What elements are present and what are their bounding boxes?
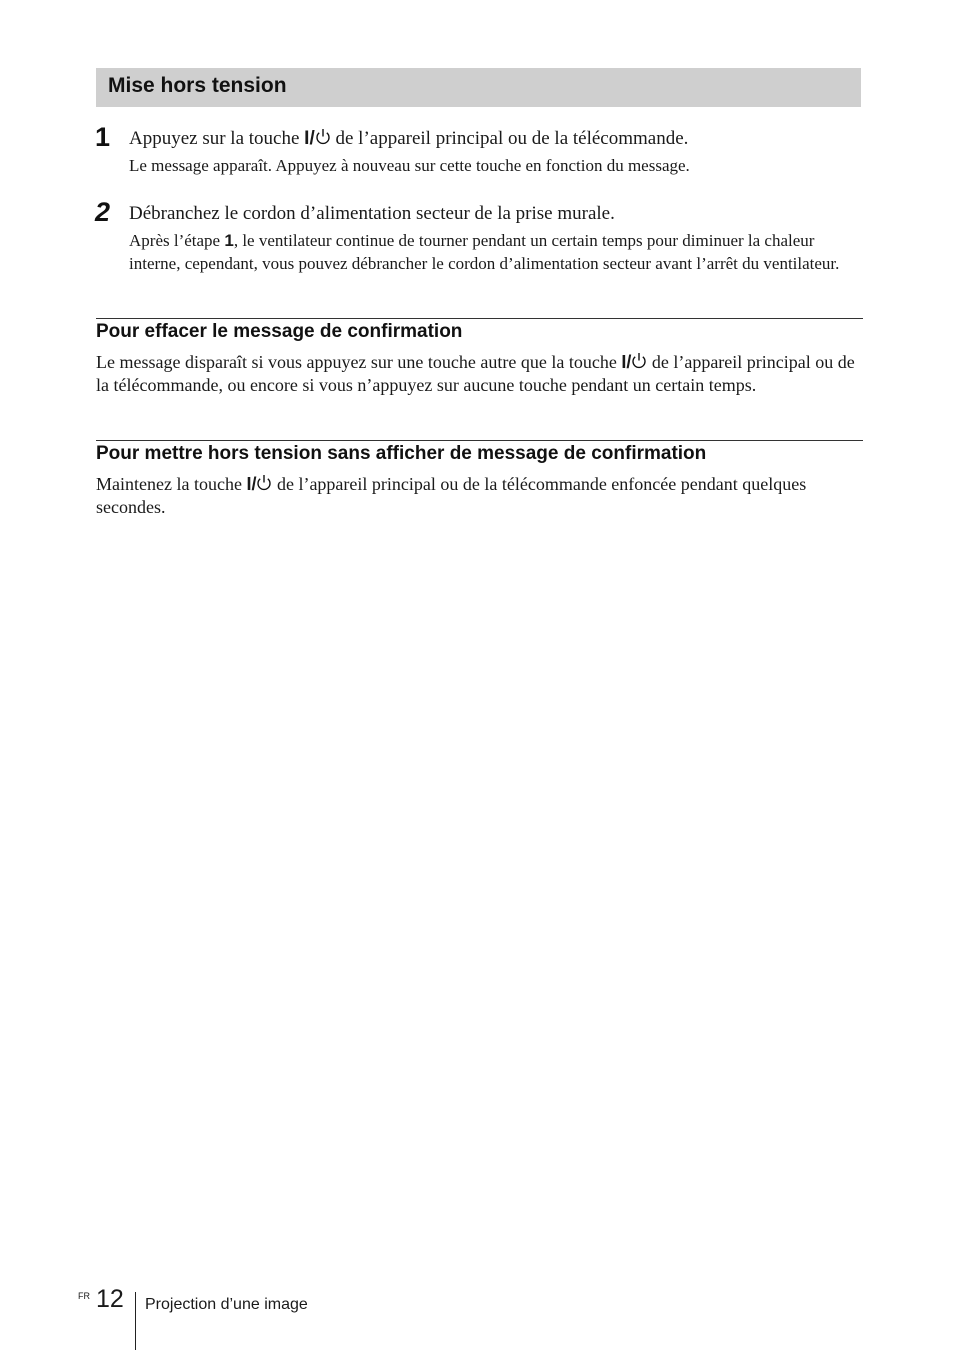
step-1-number: 1 bbox=[95, 122, 111, 152]
step-reference: 1 bbox=[224, 231, 234, 250]
subsection-text-before: Maintenez la touche bbox=[96, 474, 247, 494]
power-icon bbox=[315, 128, 331, 146]
subsection-text-before: Le message disparaît si vous appuyez sur une touche autre que la touche bbox=[96, 352, 622, 372]
section-divider bbox=[96, 440, 863, 441]
step-2-note-after: , le ventilateur continue de tourner pendant un certain temps pour diminuer la chaleur interne, cependant, vous pouvez débrancher le cordon d’alimentation secteur avant l’arrêt du ventilateur. bbox=[129, 231, 840, 273]
subsection-text-after: de l’appareil principal ou de la télécommande enfoncée pendant quelques secondes. bbox=[96, 474, 807, 517]
power-icon bbox=[631, 352, 647, 370]
footer-chapter-title: Projection d’une image bbox=[145, 1296, 308, 1313]
subsection-heading: Pour mettre hors tension sans afficher de message de confirmation bbox=[96, 443, 707, 464]
step-1-text-after: de l’appareil principal ou de la télécommande. bbox=[330, 128, 689, 149]
power-icon bbox=[256, 474, 272, 492]
step-2-note bbox=[129, 229, 864, 275]
subsection-text bbox=[96, 351, 863, 397]
power-key-label: I/ bbox=[304, 128, 315, 149]
power-key-label: I/ bbox=[246, 474, 257, 494]
power-key-label: I/ bbox=[621, 352, 632, 372]
page-number: 12 bbox=[96, 1285, 124, 1313]
footer-divider bbox=[135, 1292, 136, 1350]
footer-language-code: FR bbox=[78, 1291, 90, 1301]
step-1-note: Le message apparaît. Appuyez à nouveau sur cette touche en fonction du message. bbox=[129, 156, 690, 175]
subsection-heading: Pour effacer le message de confirmation bbox=[96, 321, 463, 342]
section-header bbox=[96, 68, 861, 107]
step-1-instruction bbox=[129, 127, 688, 151]
step-2-number: 2 bbox=[95, 197, 111, 227]
step-2-instruction: Débranchez le cordon d’alimentation secteur de la prise murale. bbox=[129, 203, 615, 224]
step-1-text-before: Appuyez sur la touche bbox=[129, 128, 305, 149]
subsection-text-after: de l’appareil principal ou de la télécommande, ou encore si vous n’appuyez sur aucune touche pendant un certain temps. bbox=[96, 352, 855, 395]
section-divider bbox=[96, 318, 863, 319]
step-2-note-before: Après l’étape bbox=[129, 231, 225, 250]
subsection-text bbox=[96, 473, 863, 519]
section-title: Mise hors tension bbox=[108, 74, 287, 97]
